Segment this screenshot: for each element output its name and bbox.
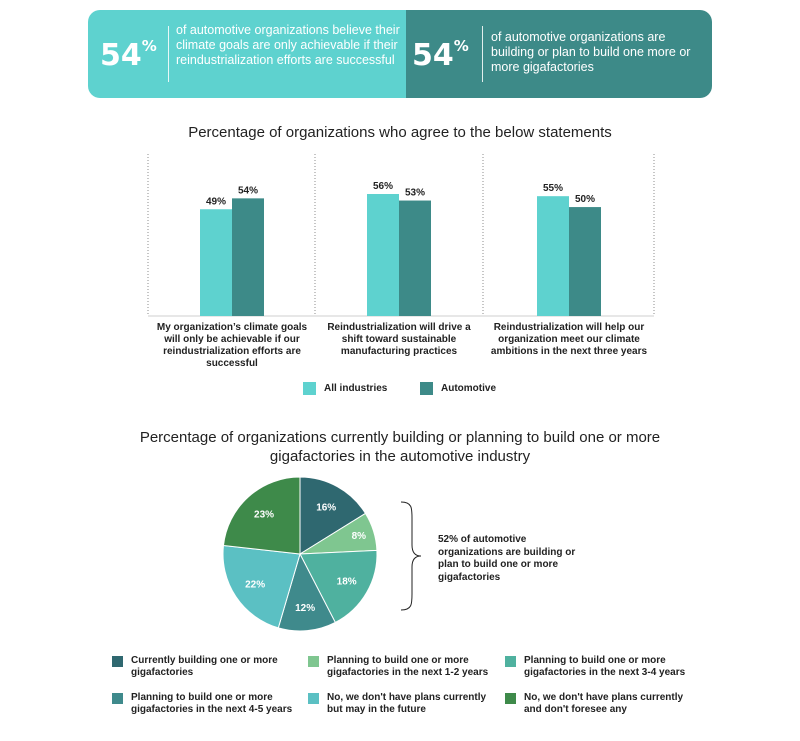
legend-label: No, we don't have plans currently but may in the future: [327, 692, 487, 715]
legend-label: Automotive: [441, 383, 496, 394]
pie-legend-item: [112, 692, 301, 716]
bar-data-label: 49%: [205, 196, 227, 208]
legend-label: Currently building one or more gigafactories: [131, 655, 278, 678]
bar-data-label: 56%: [372, 181, 394, 192]
pie-brace: [401, 502, 421, 610]
legend-swatch: [308, 656, 319, 667]
pie-legend-item: [308, 655, 497, 679]
pie-slice-label: 18%: [336, 576, 357, 588]
bar-data-label: 53%: [404, 187, 426, 199]
pie-legend-item: [308, 692, 497, 716]
bar-category-label: Reindustrialization will drive a shift toward sustainable manufacturing practices: [327, 322, 471, 357]
legend-label: Planning to build one or more gigafactories in the next 4-5 years: [131, 692, 293, 715]
pie-slice-label: 16%: [316, 502, 337, 514]
bar-data-label: 54%: [237, 185, 259, 197]
legend-label: All industries: [324, 383, 388, 394]
banner-stat-text: of automotive organizations are building or plan to build one more or more gigafactories: [491, 30, 691, 74]
pie-slice-label: 23%: [254, 509, 275, 521]
bar-category-label: Reindustrialization will help our organization meet our climate ambitions in the next three years: [490, 322, 648, 357]
bar-category-label: My organization’s climate goals will only be achievable if our reindustrialization efforts are successful: [156, 322, 308, 369]
bar-data-label: 50%: [574, 194, 596, 206]
pie-slice-label: 22%: [245, 579, 266, 591]
pie-legend-item: [505, 692, 694, 716]
legend-label: No, we don't have plans currently and don't foresee any: [524, 692, 684, 715]
legend-swatch: [308, 693, 319, 704]
legend-label: Planning to build one or more gigafactories in the next 3-4 years: [524, 655, 686, 678]
legend-swatch: [505, 693, 516, 704]
legend-swatch: [112, 656, 123, 667]
pie-chart-annotation: 52% of automotive organizations are building or plan to build one or more gigafactories: [438, 534, 576, 583]
pie-chart-title: Percentage of organizations currently building or planning to build one or more gigafactories in the automotive industry: [139, 429, 661, 465]
legend-swatch: [112, 693, 123, 704]
pie-legend-item: [505, 655, 694, 679]
banner-big-percentage: 54%: [412, 37, 469, 73]
pie-legend-item: [112, 655, 301, 679]
banner-big-percentage: 54%: [100, 37, 157, 73]
banner-stat-text: of automotive organizations believe their climate goals are only achievable if their reindustrialization efforts are successful: [176, 23, 400, 67]
legend-swatch: [505, 656, 516, 667]
bar-chart-title: Percentage of organizations who agree to the below statements: [188, 124, 612, 141]
pie-slice-label: 12%: [295, 603, 316, 615]
legend-label: Planning to build one or more gigafactories in the next 1-2 years: [327, 655, 489, 678]
pie-slice-label: 8%: [351, 531, 367, 543]
bar-data-label: 55%: [542, 183, 564, 195]
